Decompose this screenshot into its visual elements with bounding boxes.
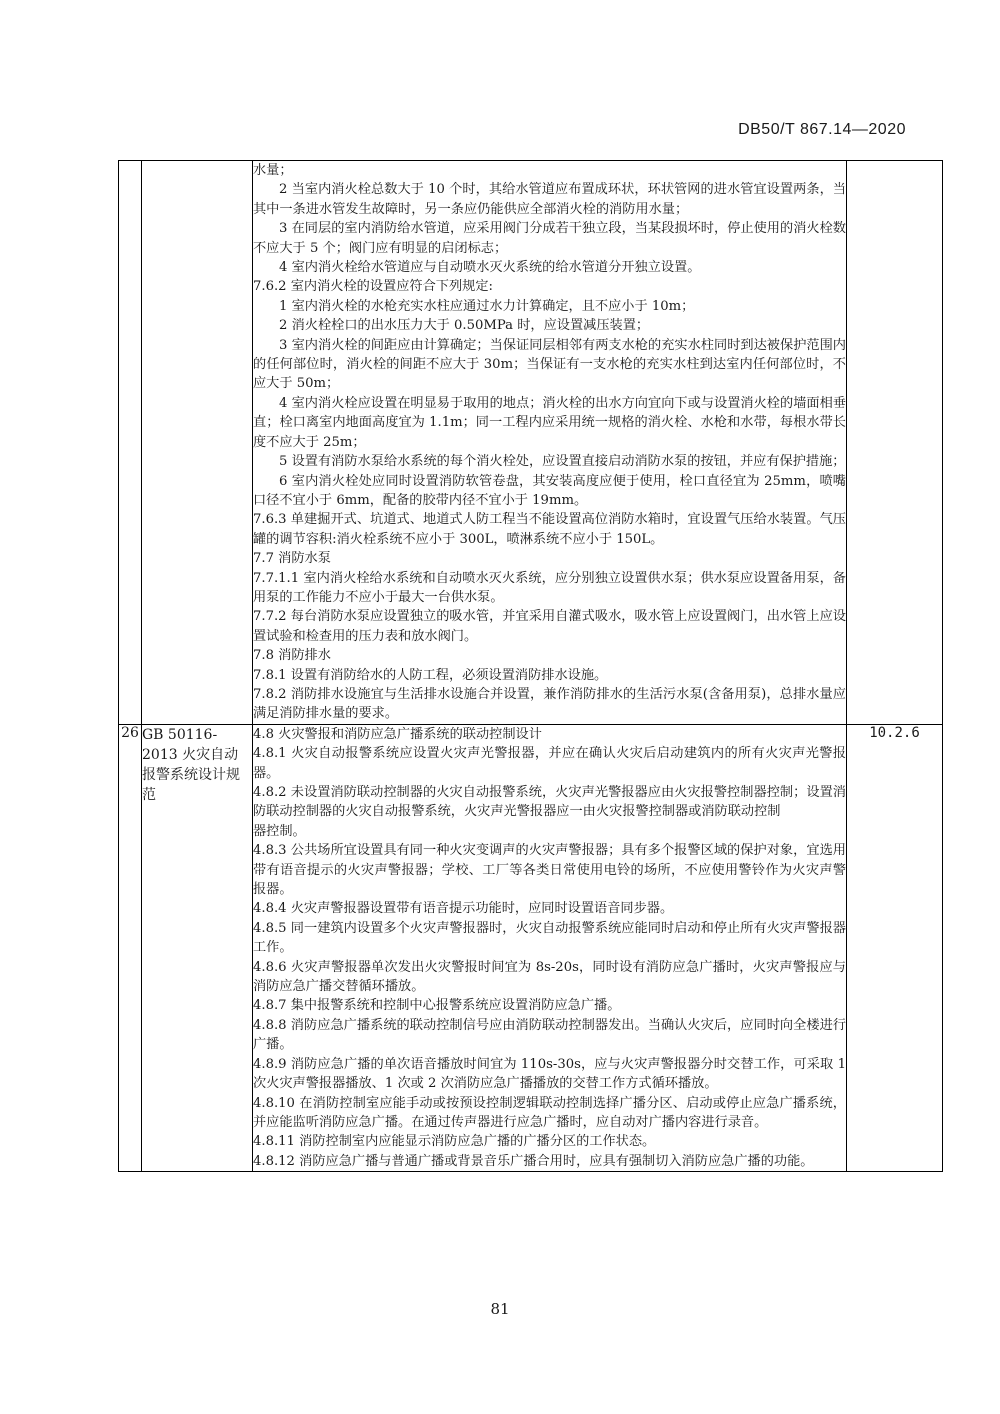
- requirement-paragraph: 3 室内消火栓的间距应由计算确定；当保证同层相邻有两支水枪的充实水柱同时到达被保护范围内的任何部位时，消火栓的间距不应大于 30m；当保证有一支水枪的充实水柱到达室内任何部位时，不应大于 50m；: [253, 337, 846, 392]
- requirement-paragraph: 4.8.10 在消防控制室应能手动或按预设控制逻辑联动控制选择广播分区、启动或停止应急广播系统，并应能监听消防应急广播。在通过传声器进行应急广播时，应自动对广播内容进行录音。: [253, 1095, 846, 1130]
- requirement-paragraph: 7.6.2 室内消火栓的设置应符合下列规定:: [253, 279, 494, 295]
- requirement-paragraph: 4.8.5 同一建筑内设置多个火灾声警报器时，火灾自动报警系统应能同时启动和停止所有火灾声警报器工作。: [253, 920, 846, 956]
- requirement-paragraph: 7.8 消防排水: [253, 648, 331, 664]
- requirement-paragraph: 7.6.3 单建掘开式、坑道式、地道式人防工程当不能设置高位消防水箱时，宜设置气压给水装置。气压罐的调节容积:消火栓系统不应小于 300L，喷淋系统不应小于 150L。: [253, 512, 846, 547]
- requirement-paragraph: 4.8.6 火灾声警报器单次发出火灾警报时间宜为 8s-20s，同时设有消防应急广播时，火灾声警报应与消防应急广播交替循环播放。: [253, 959, 846, 995]
- requirement-paragraph: 1 室内消火栓的水枪充实水柱应通过水力计算确定，且不应小于 10m；: [279, 298, 695, 314]
- requirement-paragraph: 3 在同层的室内消防给水管道，应采用阀门分成若干独立段，当某段损坏时，停止使用的消火栓数不应大于 5 个；阀门应有明显的启闭标志；: [253, 221, 846, 256]
- requirement-paragraph: 4 室内消火栓应设置在明显易于取用的地点；消火栓的出水方向宜向下或与设置消火栓的墙面相垂直；栓口离室内地面高度宜为 1.1m；同一工程内应采用统一规格的消火栓、水枪和水带，每根水带长度不应大于 25m；: [253, 395, 846, 450]
- requirement-paragraph: 4 室内消火栓给水管道应与自动喷水灭火系统的给水管道分开独立设置。: [279, 260, 701, 276]
- requirements-table: [118, 160, 943, 1172]
- requirement-paragraph: 4.8.3 公共场所宜设置具有同一种火灾变调声的火灾声警报器；具有多个报警区域的保护对象，宜选用带有语音提示的火灾声警报器；学校、工厂等各类日常使用电铃的场所，不应使用警铃作为火灾声警报器。: [253, 843, 846, 898]
- requirement-paragraphs: [253, 161, 846, 724]
- requirement-paragraph: 4.8.7 集中报警系统和控制中心报警系统应设置消防应急广播。: [253, 998, 621, 1014]
- row-number: 26: [121, 724, 139, 741]
- standard-name-cell: [142, 724, 253, 1171]
- requirement-paragraph: 4.8.8 消防应急广播系统的联动控制信号应由消防联动控制器发出。当确认火灾后，应同时向全楼进行广播。: [253, 1017, 846, 1053]
- requirement-paragraph: 4.8 火灾警报和消防应急广播系统的联动控制设计: [253, 726, 542, 742]
- requirement-text-cell: [253, 724, 847, 1171]
- requirement-paragraph: 4.8.12 消防应急广播与普通广播或背景音乐广播合用时，应具有强制切入消防应急广播的功能。: [253, 1153, 814, 1169]
- requirement-paragraph: 6 室内消火栓处应同时设置消防软管卷盘，其安装高度应便于使用，栓口直径宜为 25mm，喷嘴口径不宜小于 6mm，配备的胶带内径不宜小于 19mm。: [253, 473, 846, 508]
- standard-name-cell: [142, 161, 253, 725]
- row-number-cell: [119, 724, 142, 1171]
- requirement-paragraph: 4.8.2 未设置消防联动控制器的火灾自动报警系统，火灾声光警报器应由火灾报警控制器控制；设置消防联动控制器的火灾自动报警系统，火灾声光警报器应一由火灾报警控制器或消防联动控制: [253, 785, 846, 820]
- requirement-paragraph: 4.8.9 消防应急广播的单次语音播放时间宜为 110s-30s，应与火灾声警报器分时交替工作，可采取 1 次火灾声警报器播放、1 次或 2 次消防应急广播播放的交替工作方式循环播放。: [253, 1056, 846, 1092]
- clause-cell: [847, 724, 943, 1171]
- standard-code-header: DB50/T 867.14—2020: [738, 121, 906, 138]
- requirement-paragraph: 2 当室内消火栓总数大于 10 个时，其给水管道应布置成环状，环状管网的进水管宜设置两条，当其中一条进水管发生故障时，另一条应仍能供应全部消火栓的消防用水量；: [253, 182, 846, 217]
- requirement-paragraph: 2 消火栓栓口的出水压力大于 0.50MPa 时，应设置减压装置；: [279, 318, 650, 334]
- requirement-paragraph: 水量；: [253, 163, 293, 178]
- clause-cell: [847, 161, 943, 725]
- requirement-paragraph: 5 设置有消防水泵给水系统的每个消火栓处，应设置直接启动消防水泵的按钮，并应有保护措施；: [279, 454, 846, 470]
- requirement-paragraph: 7.8.1 设置有消防给水的人防工程，必须设置消防排水设施。: [253, 667, 608, 683]
- requirement-paragraph: 4.8.4 火灾声警报器设置带有语音提示功能时，应同时设置语音同步器。: [253, 901, 674, 917]
- row-number-cell: [119, 161, 142, 725]
- requirement-paragraph: 7.7.1.1 室内消火栓给水系统和自动喷水灭火系统，应分别独立设置供水泵；供水泵应设置备用泵，备用泵的工作能力不应小于最大一台供水泵。: [253, 570, 846, 605]
- requirement-text-cell: [253, 161, 847, 725]
- requirement-paragraph: 4.8.1 火灾自动报警系统应设置火灾声光警报器，并应在确认火灾后启动建筑内的所有火灾声光警报器。: [253, 746, 846, 781]
- table-row: [119, 724, 943, 1171]
- standard-name: GB 50116-2013 火灾自动报警系统设计规范: [142, 726, 240, 803]
- requirement-paragraph: 器控制。: [253, 823, 306, 839]
- requirement-paragraph: 7.7.2 每台消防水泵应设置独立的吸水管，并宜采用自灌式吸水，吸水管上应设置阀门，出水管上应设置试验和检查用的压力表和放水阀门。: [253, 609, 846, 644]
- clause-number: 10.2.6: [869, 724, 920, 741]
- page-number: 81: [490, 1300, 510, 1318]
- requirement-paragraph: 7.8.2 消防排水设施宜与生活排水设施合并设置，兼作消防排水的生活污水泵(含备用泵)，总排水量应满足消防排水量的要求。: [253, 686, 846, 722]
- requirement-paragraphs: [253, 725, 846, 1171]
- table-row: [119, 161, 943, 725]
- requirement-paragraph: 7.7 消防水泵: [253, 551, 331, 567]
- requirement-paragraph: 4.8.11 消防控制室内应能显示消防应急广播的广播分区的工作状态。: [253, 1134, 656, 1150]
